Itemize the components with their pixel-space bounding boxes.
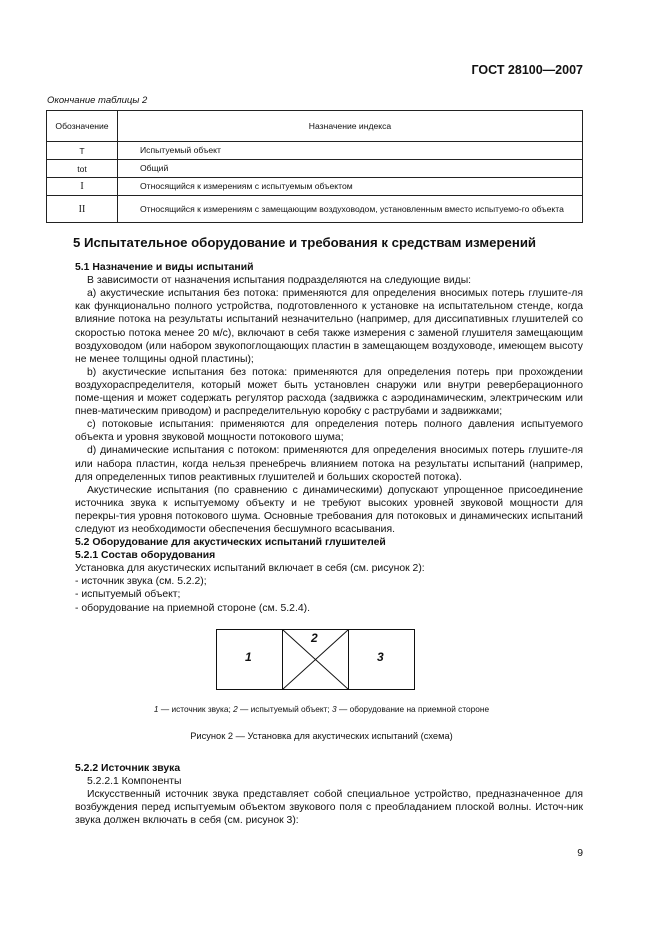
- row-symbol: II: [47, 196, 118, 223]
- figure-legend: 1 — источник звука; 2 — испытуемый объект; 3 — оборудование на приемной стороне: [153, 703, 490, 714]
- paragraph: В зависимости от назначения испытания подразделяются на следующие виды:: [87, 275, 472, 287]
- subsection-heading: 5.2 Оборудование для акустических испытаний глушителей: [75, 537, 386, 549]
- list-item: - оборудование на приемной стороне (см. 5.2.4).: [75, 602, 310, 614]
- subsection-heading: 5.1 Назначение и виды испытаний: [75, 262, 254, 274]
- paragraph: Акустические испытания (по сравнению с динамическими) допускают упрощенное присоединение источника звука к испытуемому объекту и не требуют высоких уровней звуковой мощности для перекры-тия уровня потокового шума. Основные требования для потоковых и динамических испытаний следуют из необходимости обеспечения бесшумного всасывания.: [75, 484, 583, 535]
- paragraph: Искусственный источник звука представляет собой специальное устройство, предназначенное для возбуждения перед испытуемым объектом звукового поля с преобладанием плоской волны. Источ-ник звука должен включать в себя (см. рисунок 3):: [75, 789, 583, 827]
- table-caption: Окончание таблицы 2: [47, 95, 148, 106]
- subsection-heading: 5.2.1 Состав оборудования: [75, 550, 216, 562]
- paragraph: b) акустические испытания без потока: применяются для определения потерь при прохождении воздухораспределителя, который может быть установлен снаружи или внутри реверберационного поме-щения и может содержать регулятор расхода (задвижка с аэродинамическим, электрическим или пнев-матическим приводом) и распределительную коробку с раструбами и задвижками;: [75, 366, 583, 418]
- table-header-row: [47, 111, 583, 142]
- table-row: [47, 196, 583, 223]
- column-header-purpose: Назначение индекса: [118, 111, 583, 142]
- list-item: - испытуемый объект;: [75, 589, 181, 601]
- paragraph: а) акустические испытания без потока: применяются для определения вносимых потерь глушите-ля как функционально полного устройства, подготовленного к установке на испытательном стенде, когда влияние потока на результаты испытаний незначительно (например, для диссипативных глушителей со скоростью потока менее 20 м/с), включают в себя также измерения с заменой глушителя замещающим воздуховодом (или набором звукопоглощающих пластин в замещающем воздуховоде, имеющем высоту не менее толщины одной пластины);: [75, 288, 583, 365]
- row-description: Испытуемый объект: [118, 142, 583, 160]
- row-description: Общий: [118, 160, 583, 178]
- paragraph: Установка для акустических испытаний включает в себя (см. рисунок 2):: [75, 563, 425, 575]
- list-item: - источник звука (см. 5.2.2);: [75, 576, 207, 588]
- table-row: [47, 160, 583, 178]
- figure-label: 1: [245, 649, 252, 664]
- paragraph: c) потоковые испытания: применяются для определения потерь полного давления испытуемого объекта и уровня звуковой мощности потокового шума;: [75, 419, 583, 444]
- row-symbol: tot: [47, 160, 118, 178]
- row-symbol: I: [47, 178, 118, 196]
- document-code: ГОСТ 28100—2007: [471, 63, 583, 77]
- figure-label: 2: [311, 630, 318, 645]
- figure-label: 3: [377, 649, 384, 664]
- subsection-heading: 5.2.2 Источник звука: [75, 762, 181, 774]
- section-heading: 5 Испытательное оборудование и требования к средствам измерений: [73, 235, 537, 250]
- index-table: [46, 110, 583, 223]
- paragraph: 5.2.2.1 Компоненты: [87, 775, 182, 787]
- page-number: 9: [577, 848, 583, 859]
- paragraph: d) динамические испытания с потоком: применяются для определения вносимых потерь глушите-ля или набора пластин, когда нельзя пренебречь влиянием потока на результаты испытаний (например, для определенных типов реактивных глушителей и больших скоростей потока).: [75, 445, 583, 483]
- row-symbol: T: [47, 142, 118, 160]
- row-description: Относящийся к измерениям с замещающим воздуховодом, установленным вместо испытуемо-го объекта: [118, 196, 583, 223]
- sound-source-block: [217, 630, 283, 689]
- main-text: [75, 236, 583, 827]
- test-object-block: [283, 630, 349, 689]
- figure-title: Рисунок 2 — Установка для акустических испытаний (схема): [190, 730, 453, 741]
- column-header-symbol: Обозначение: [47, 111, 118, 142]
- figure-2-diagram: [216, 629, 415, 690]
- table-row: [47, 178, 583, 196]
- receiving-equipment-block: [349, 630, 414, 689]
- table-row: [47, 142, 583, 160]
- row-description: Относящийся к измерениям с испытуемым объектом: [118, 178, 583, 196]
